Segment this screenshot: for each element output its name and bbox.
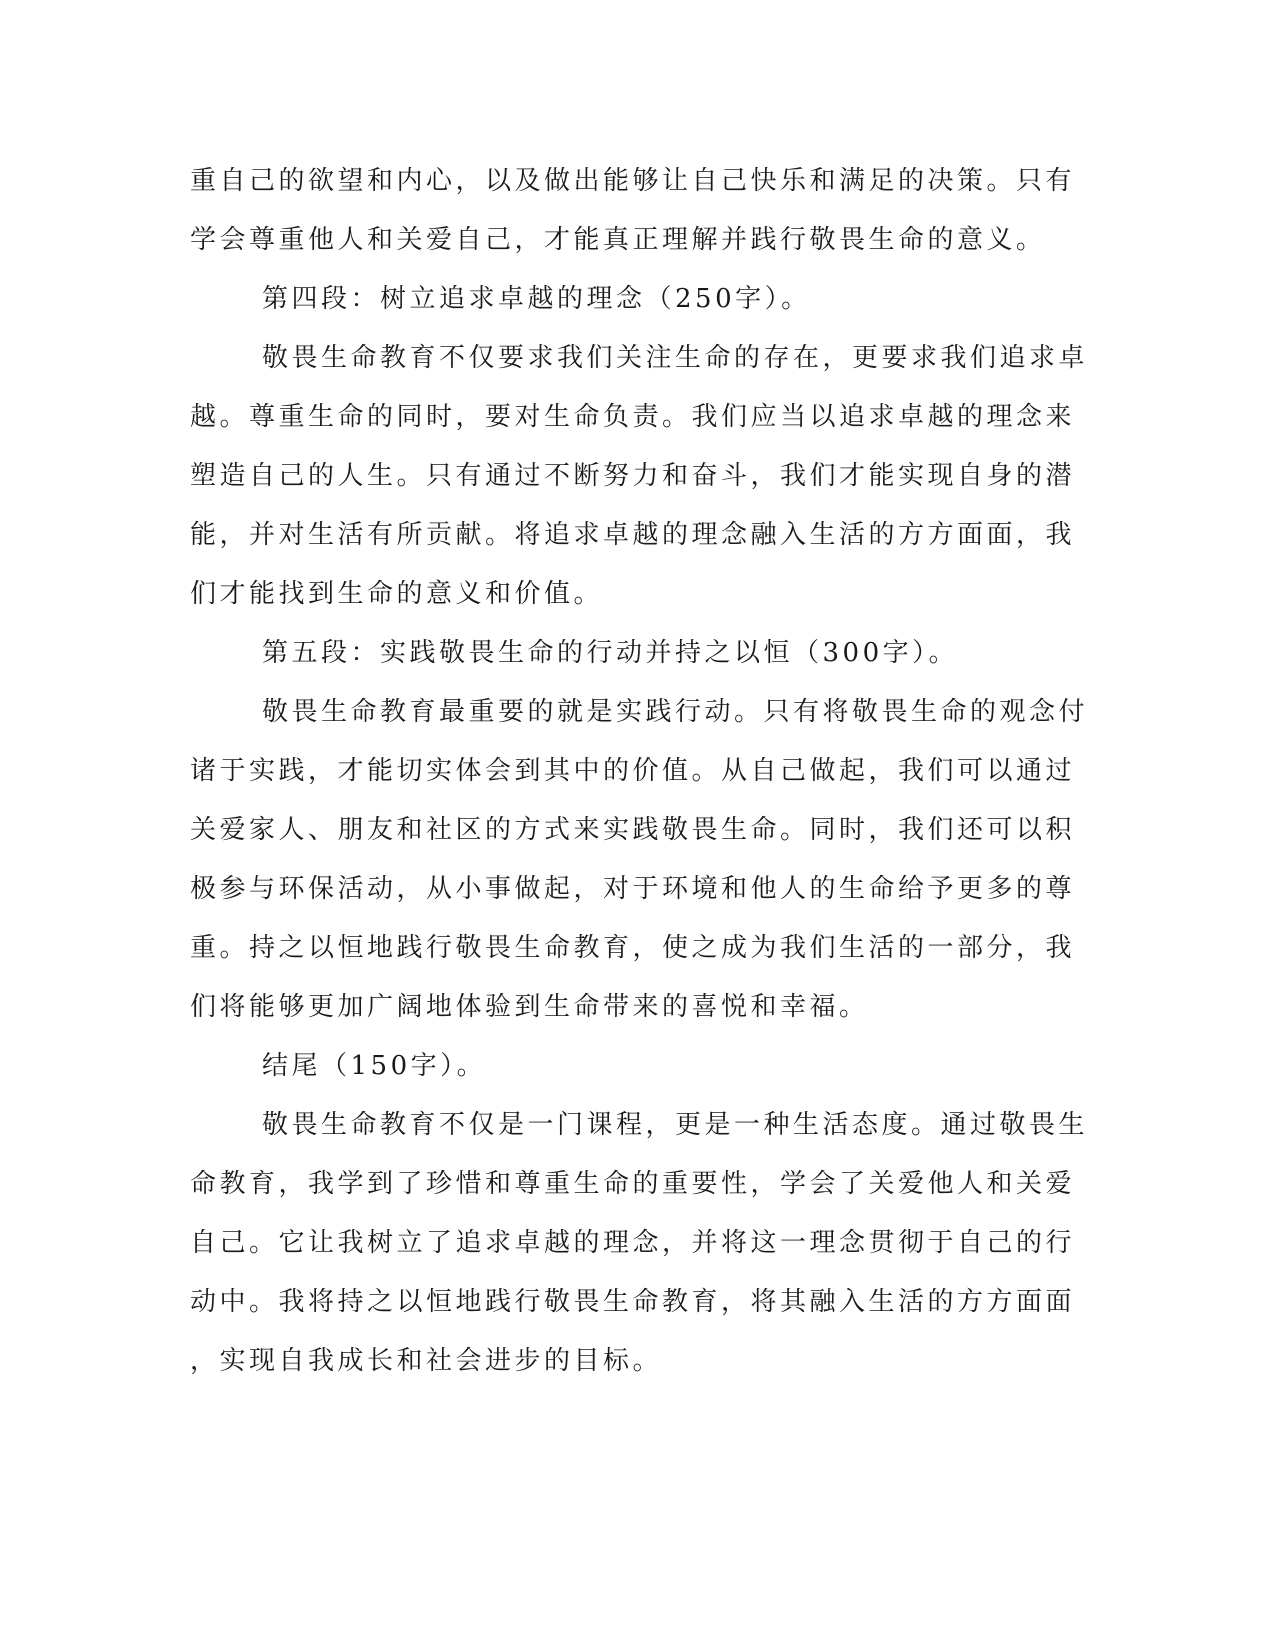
text-line: 们才能找到生命的意义和价值。 <box>190 579 604 609</box>
text-line: 命教育，我学到了珍惜和尊重生命的重要性，学会了关爱他人和关爱 <box>190 1169 1076 1199</box>
text-line: 重。持之以恒地践行敬畏生命教育，使之成为我们生活的一部分，我 <box>190 933 1076 963</box>
text-line: 学会尊重他人和关爱自己，才能真正理解并践行敬畏生命的意义。 <box>190 225 1046 255</box>
text-line: 极参与环保活动，从小事做起，对于环境和他人的生命给予更多的尊 <box>190 874 1076 904</box>
text-line: ，实现自我成长和社会进步的目标。 <box>190 1346 663 1376</box>
text-line: 能，并对生活有所贡献。将追求卓越的理念融入生活的方方面面，我 <box>190 520 1076 550</box>
text-line: 敬畏生命教育最重要的就是实践行动。只有将敬畏生命的观念付 <box>262 697 1089 727</box>
text-line: 关爱家人、朋友和社区的方式来实践敬畏生命。同时，我们还可以积 <box>190 815 1076 845</box>
text-line: 诸于实践，才能切实体会到其中的价值。从自己做起，我们可以通过 <box>190 756 1076 786</box>
section-heading: 第四段：树立追求卓越的理念（250字）。 <box>262 284 811 314</box>
text-line: 重自己的欲望和内心，以及做出能够让自己快乐和满足的决策。只有 <box>190 166 1076 196</box>
section-heading: 第五段：实践敬畏生命的行动并持之以恒（300字）。 <box>262 638 959 668</box>
text-line: 塑造自己的人生。只有通过不断努力和奋斗，我们才能实现自身的潜 <box>190 461 1076 491</box>
text-line: 自己。它让我树立了追求卓越的理念，并将这一理念贯彻于自己的行 <box>190 1228 1076 1258</box>
text-line: 们将能够更加广阔地体验到生命带来的喜悦和幸福。 <box>190 992 869 1022</box>
text-line: 越。尊重生命的同时，要对生命负责。我们应当以追求卓越的理念来 <box>190 402 1076 432</box>
text-line: 敬畏生命教育不仅要求我们关注生命的存在，更要求我们追求卓 <box>262 343 1089 373</box>
text-line: 敬畏生命教育不仅是一门课程，更是一种生活态度。通过敬畏生 <box>262 1110 1089 1140</box>
text-line: 动中。我将持之以恒地践行敬畏生命教育，将其融入生活的方方面面 <box>190 1287 1076 1317</box>
section-heading: 结尾（150字）。 <box>262 1051 487 1081</box>
